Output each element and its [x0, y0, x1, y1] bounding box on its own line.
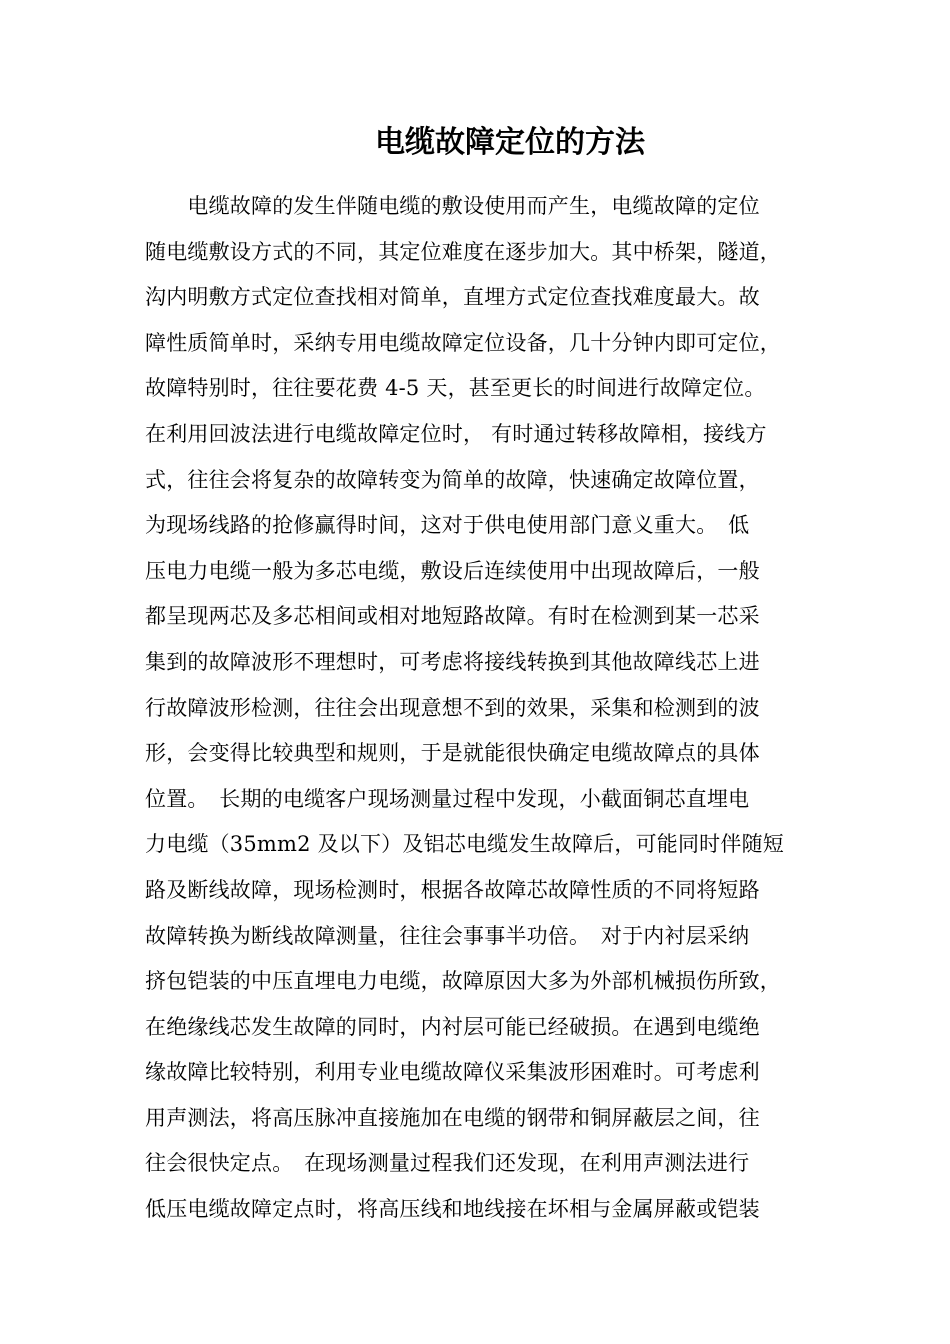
- body-line: 随电缆敷设方式的不同，其定位难度在逐步加大。其中桥架，隧道，: [145, 239, 781, 264]
- body-line: 缘故障比较特别，利用专业电缆故障仪采集波形困难时。可考虑利: [145, 1060, 760, 1085]
- body-line: 路及断线故障，现场检测时，根据各故障芯故障性质的不同将短路: [145, 877, 760, 902]
- body-line: 故障转换为断线故障测量，往往会事事半功倍。 对于内衬层采纳: [145, 923, 750, 948]
- body-line: 为现场线路的抢修赢得时间，这对于供电使用部门意义重大。 低: [145, 513, 750, 538]
- body-line: 往会很快定点。 在现场测量过程我们还发现，在利用声测法进行: [145, 1151, 750, 1176]
- body-line: 在绝缘线芯发生故障的同时，内衬层可能已经破损。在遇到电缆绝: [145, 1014, 760, 1039]
- body-line: 式，往往会将复杂的故障转变为简单的故障，快速确定故障位置，: [145, 467, 760, 492]
- body-line: 力电缆（35mm2 及以下）及铝芯电缆发生故障后，可能同时伴随短: [145, 832, 784, 857]
- body-line: 行故障波形检测，往往会出现意想不到的效果，采集和检测到的波: [145, 695, 760, 720]
- body-line: 障性质简单时，采纳专用电缆故障定位设备，几十分钟内即可定位，: [145, 330, 781, 355]
- body-line: 集到的故障波形不理想时，可考虑将接线转换到其他故障线芯上进: [145, 649, 760, 674]
- document-title: 电缆故障定位的方法: [375, 125, 645, 160]
- body-line: 电缆故障的发生伴随电缆的敷设使用而产生，电缆故障的定位: [145, 194, 760, 218]
- body-line: 压电力电缆一般为多芯电缆，敷设后连续使用中出现故障后，一般: [145, 558, 760, 583]
- body-line: 位置。 长期的电缆客户现场测量过程中发现，小截面铜芯直埋电: [145, 786, 750, 811]
- body-line: 都呈现两芯及多芯相间或相对地短路故障。有时在检测到某一芯采: [145, 604, 760, 629]
- body-line: 沟内明敷方式定位查找相对简单，直埋方式定位查找难度最大。故: [145, 285, 760, 310]
- body-line: 形，会变得比较典型和规则，于是就能很快确定电缆故障点的具体: [145, 741, 760, 766]
- body-line: 用声测法，将高压脉冲直接施加在电缆的钢带和铜屏蔽层之间，往: [145, 1105, 760, 1130]
- document-body: [145, 184, 835, 1233]
- body-line: 故障特别时，往往要花费 4-5 天，甚至更长的时间进行故障定位。: [145, 376, 766, 401]
- body-line: 在利用回波法进行电缆故障定位时， 有时通过转移故障相，接线方: [145, 421, 767, 446]
- body-line: 挤包铠装的中压直埋电力电缆，故障原因大多为外部机械损伤所致，: [145, 969, 781, 994]
- body-line: 低压电缆故障定点时，将高压线和地线接在坏相与金属屏蔽或铠装: [145, 1197, 760, 1222]
